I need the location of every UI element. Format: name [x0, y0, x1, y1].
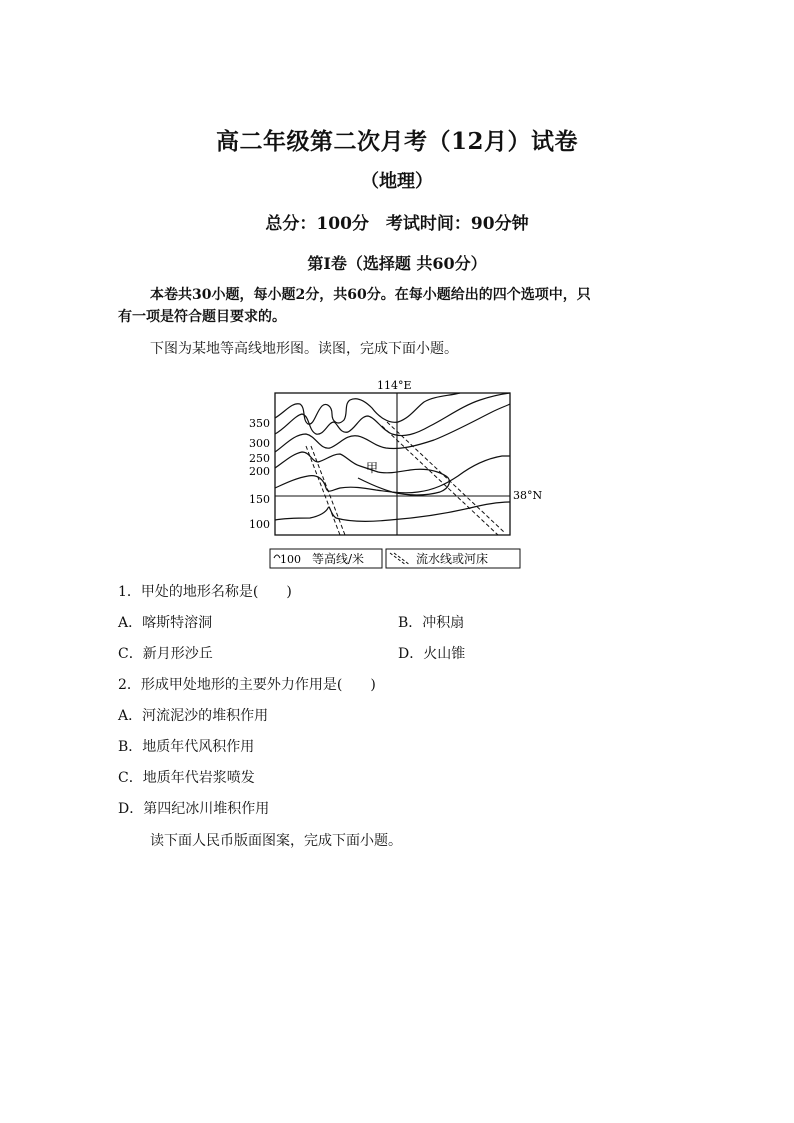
subject-label: （地理）	[361, 171, 433, 192]
question-2-option-c: C．地质年代岩浆喷发	[118, 770, 255, 786]
longitude-label: 114°E	[377, 379, 412, 392]
question-2-option-b: B．地质年代风积作用	[118, 739, 255, 755]
question-1-stem: 1．甲处的地形名称是( )	[118, 584, 292, 600]
page-title: 高二年级第二次月考（12月）试卷	[215, 128, 578, 155]
question-2-option-a: A．河流泥沙的堆积作用	[118, 708, 269, 724]
place-label-jia: 甲	[366, 461, 379, 475]
contour-label-350: 350	[249, 417, 270, 430]
latitude-label: 38°N	[513, 489, 543, 502]
legend-contour-text: 等高线/米	[312, 552, 365, 566]
contour-label-150: 150	[249, 493, 270, 506]
question-1-option-a: A．喀斯特溶洞	[118, 615, 213, 631]
legend-river-text: 流水线或河床	[416, 552, 489, 566]
map-legend	[270, 549, 520, 568]
question-1-option-c: C．新月形沙丘	[118, 646, 213, 662]
score-time-line: 总分：100分 考试时间：90分钟	[265, 214, 529, 234]
map-intro-text: 下图为某地等高线地形图。读图，完成下面小题。	[150, 341, 458, 357]
question-2-stem: 2．形成甲处地形的主要外力作用是( )	[118, 677, 376, 693]
contour-label-200: 200	[249, 465, 270, 478]
instruction-line-1: 本卷共30小题，每小题2分，共60分。在每小题给出的四个选项中，只	[150, 287, 591, 303]
contour-map-figure	[240, 372, 560, 572]
next-section-intro: 读下面人民币版面图案，完成下面小题。	[150, 833, 402, 849]
contour-label-300: 300	[249, 437, 270, 450]
legend-contour-value: 100	[280, 553, 301, 566]
contour-label-100: 100	[249, 518, 270, 531]
map-frame	[275, 393, 510, 535]
question-1-option-d: D．火山锥	[398, 646, 466, 662]
question-1-option-b: B．冲积扇	[398, 615, 465, 631]
contour-label-250: 250	[249, 452, 270, 465]
question-2-option-d: D．第四纪冰川堆积作用	[118, 801, 270, 817]
section-heading: 第Ⅰ卷（选择题 共60分）	[307, 254, 487, 273]
contour-lines	[275, 393, 510, 521]
instruction-line-2: 有一项是符合题目要求的。	[118, 309, 286, 325]
